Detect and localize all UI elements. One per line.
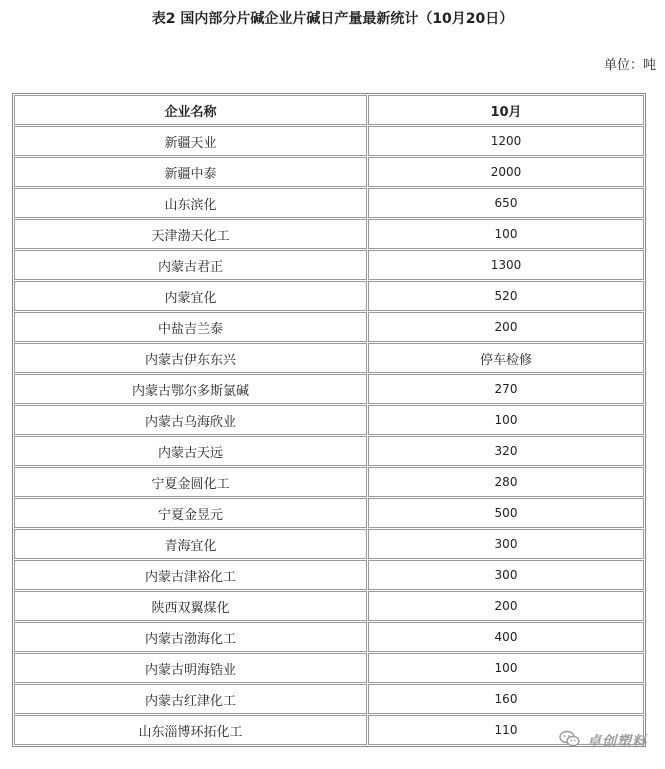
- table-row: [14, 684, 644, 714]
- table-row: [14, 281, 644, 311]
- column-header-company: 企业名称: [14, 95, 367, 125]
- october-output-cell: 280: [368, 467, 644, 497]
- company-name-cell: 宁夏金圆化工: [14, 467, 367, 497]
- table-row: [14, 374, 644, 404]
- company-name-cell: 内蒙古红津化工: [14, 684, 367, 714]
- company-name-cell: 山东淄博环拓化工: [14, 715, 367, 745]
- table-row: [14, 250, 644, 280]
- table-row: [14, 715, 644, 745]
- october-output-cell: 520: [368, 281, 644, 311]
- company-name-cell: 青海宜化: [14, 529, 367, 559]
- october-output-cell: 100: [368, 653, 644, 683]
- october-output-cell: 300: [368, 560, 644, 590]
- company-name-cell: 内蒙古明海锆业: [14, 653, 367, 683]
- october-output-cell: 400: [368, 622, 644, 652]
- october-output-cell: 1200: [368, 126, 644, 156]
- company-name-cell: 内蒙古乌海欣业: [14, 405, 367, 435]
- october-output-cell: 200: [368, 591, 644, 621]
- table-row: [14, 188, 644, 218]
- october-output-cell: 500: [368, 498, 644, 528]
- october-output-cell: 200: [368, 312, 644, 342]
- table-row: [14, 498, 644, 528]
- table-row: [14, 622, 644, 652]
- table-title: 表2 国内部分片碱企业片碱日产量最新统计（10月20日）: [151, 11, 514, 27]
- october-output-cell: 300: [368, 529, 644, 559]
- watermark: [559, 730, 647, 752]
- october-output-cell: 1300: [368, 250, 644, 280]
- company-name-cell: 中盐吉兰泰: [14, 312, 367, 342]
- table-row: [14, 436, 644, 466]
- october-output-cell: 100: [368, 405, 644, 435]
- company-name-cell: 陕西双翼煤化: [14, 591, 367, 621]
- table-row: [14, 219, 644, 249]
- company-name-cell: 内蒙古伊东东兴: [14, 343, 367, 373]
- october-output-cell: 100: [368, 219, 644, 249]
- company-name-cell: 内蒙古天远: [14, 436, 367, 466]
- company-name-cell: 新疆天业: [14, 126, 367, 156]
- table-row: [14, 467, 644, 497]
- table-row: [14, 312, 644, 342]
- watermark-text: 卓创塑料: [587, 734, 647, 750]
- october-output-cell: 160: [368, 684, 644, 714]
- table-row: [14, 126, 644, 156]
- table-row: [14, 405, 644, 435]
- column-header-october: 10月: [368, 95, 644, 125]
- october-output-cell: 650: [368, 188, 644, 218]
- table-row: [14, 560, 644, 590]
- company-name-cell: 新疆中泰: [14, 157, 367, 187]
- table-row: [14, 591, 644, 621]
- table-row: [14, 343, 644, 373]
- table-row: [14, 157, 644, 187]
- company-name-cell: 内蒙古津裕化工: [14, 560, 367, 590]
- october-output-cell: 320: [368, 436, 644, 466]
- october-output-cell: 2000: [368, 157, 644, 187]
- company-name-cell: 宁夏金昱元: [14, 498, 367, 528]
- company-name-cell: 内蒙古渤海化工: [14, 622, 367, 652]
- company-name-cell: 内蒙古君正: [14, 250, 367, 280]
- table-header-row: [14, 95, 644, 125]
- company-name-cell: 内蒙宜化: [14, 281, 367, 311]
- company-name-cell: 天津渤天化工: [14, 219, 367, 249]
- company-name-cell: 内蒙古鄂尔多斯氯碱: [14, 374, 367, 404]
- table-row: [14, 529, 644, 559]
- table-row: [14, 653, 644, 683]
- production-table: [12, 93, 646, 747]
- company-name-cell: 山东滨化: [14, 188, 367, 218]
- wechat-icon: [559, 730, 581, 752]
- unit-label: 单位：吨: [603, 58, 656, 73]
- october-output-cell: 270: [368, 374, 644, 404]
- october-output-cell: 110: [368, 715, 644, 745]
- october-output-cell: 停车检修: [368, 343, 644, 373]
